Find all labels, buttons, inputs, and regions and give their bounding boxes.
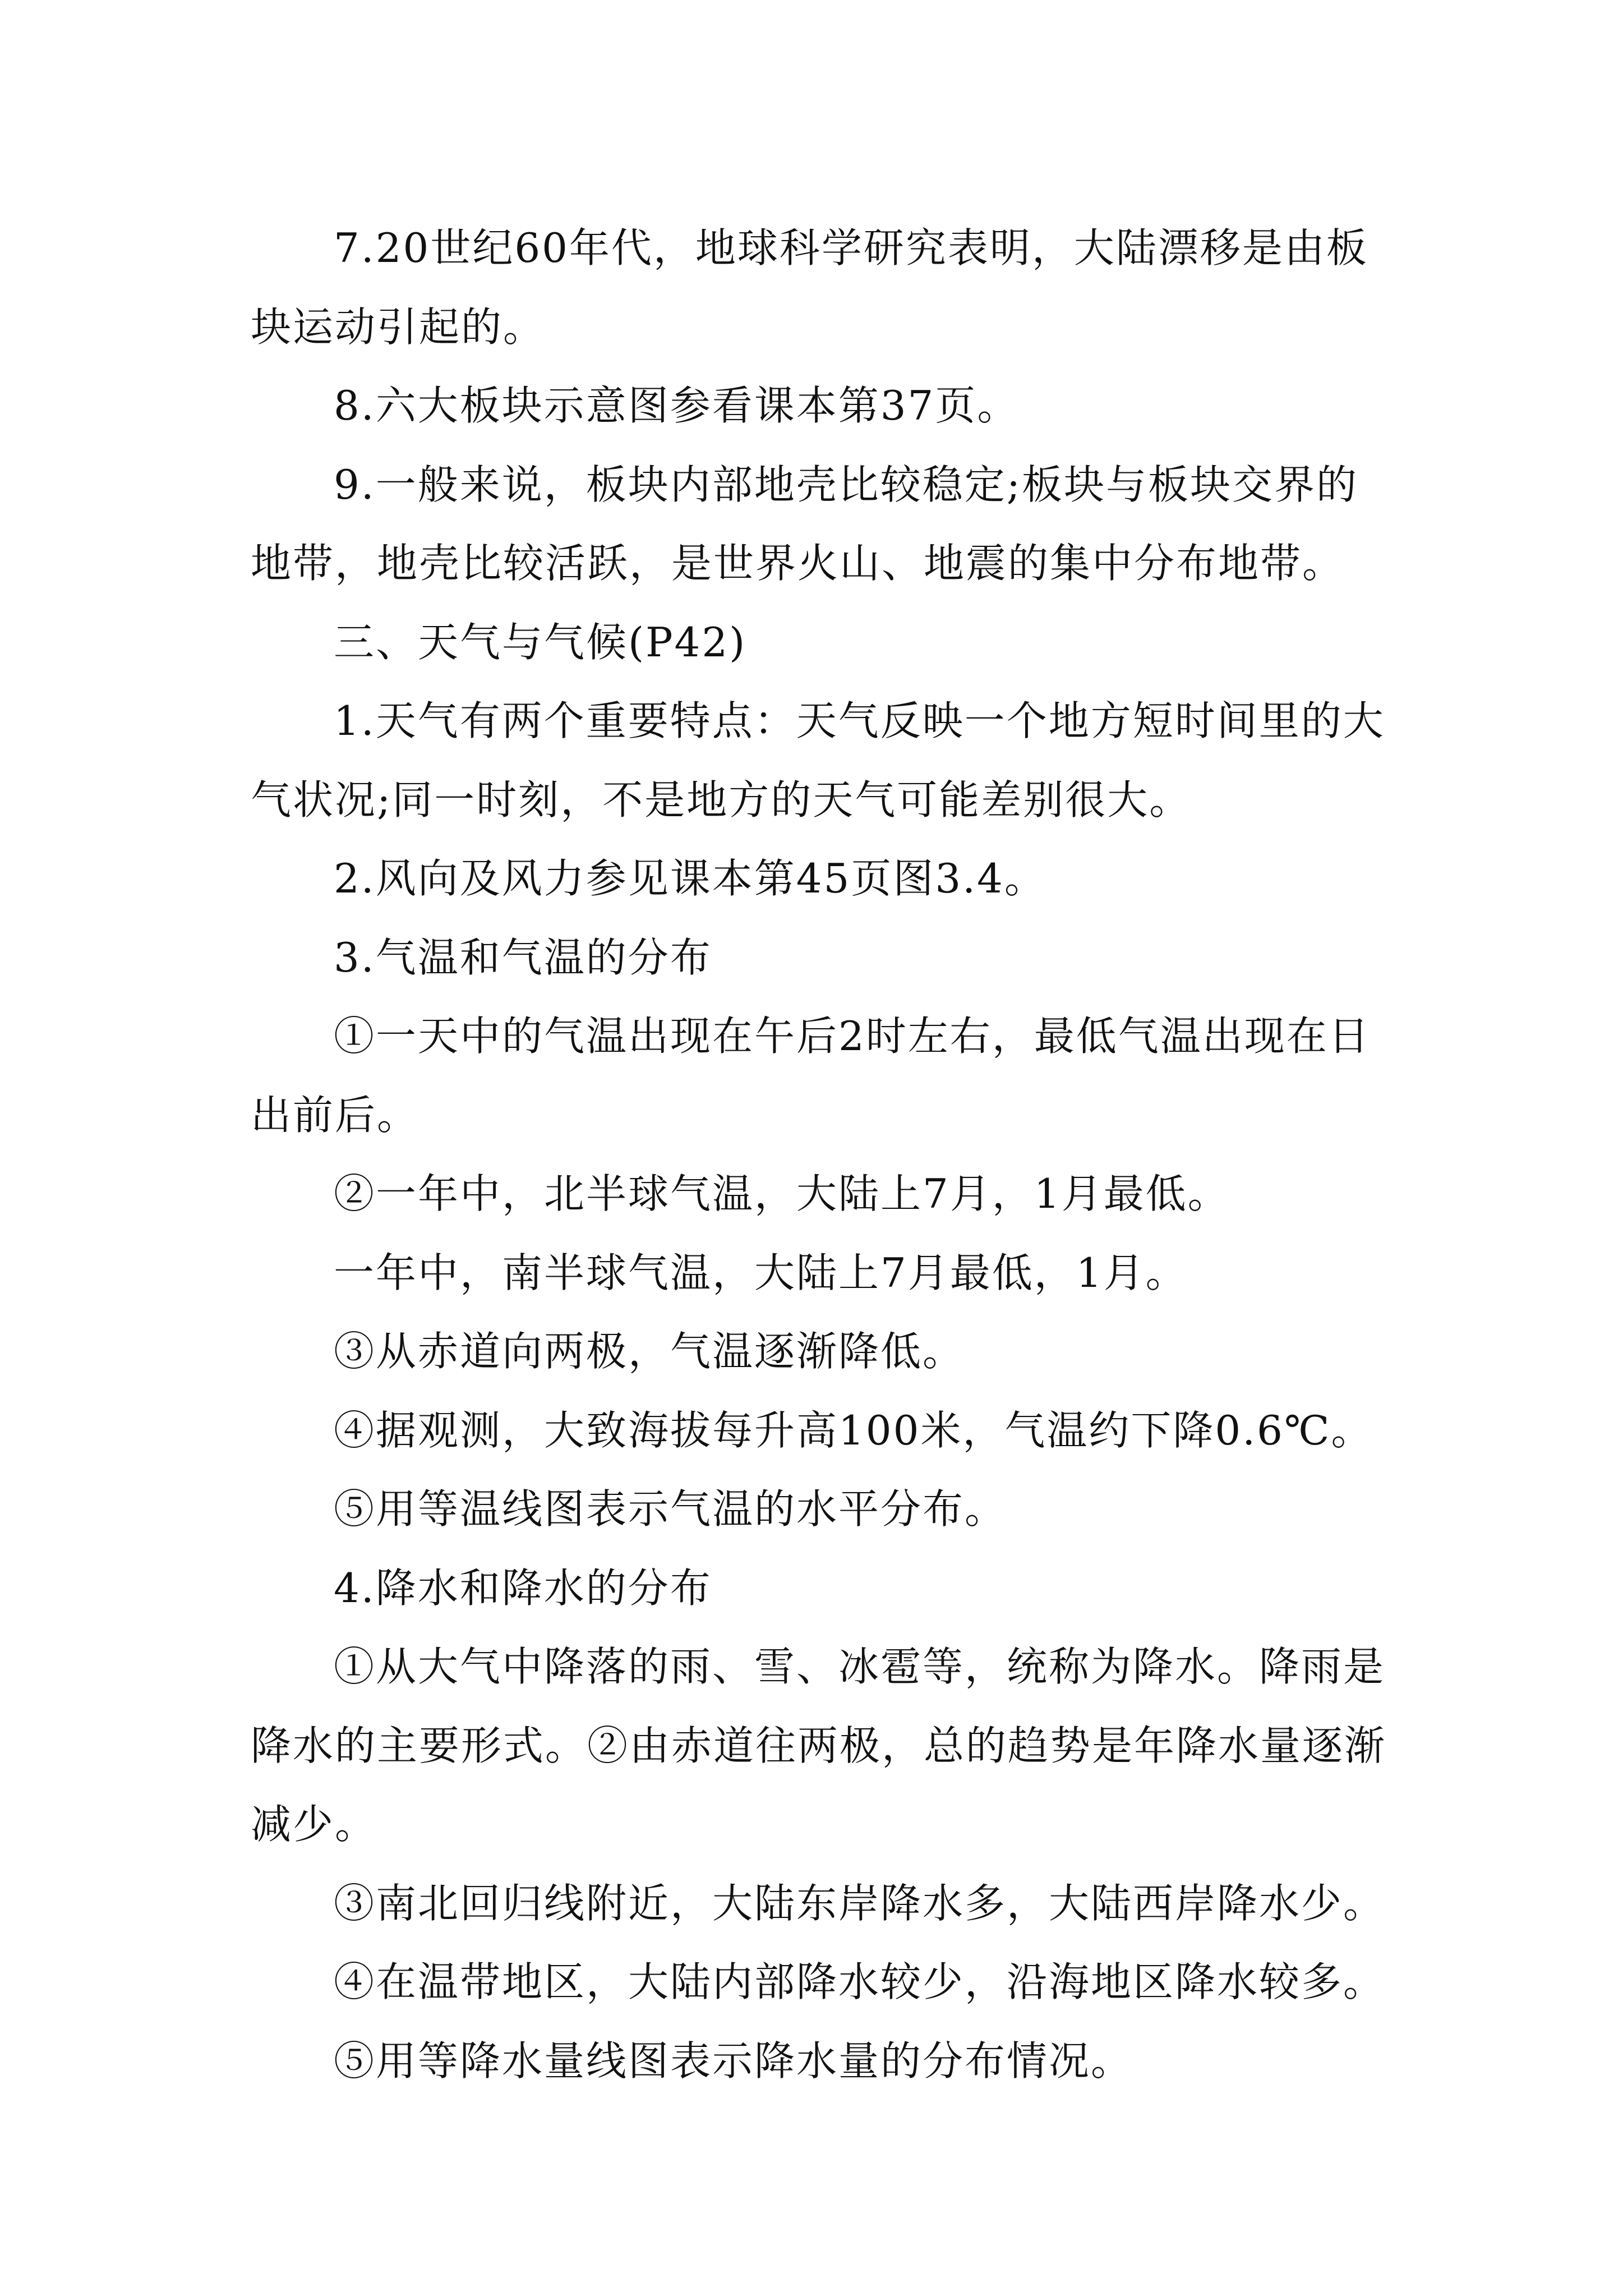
paragraph-item-7: 7.20世纪60年代，地球科学研究表明，大陆漂移是由板块运动引起的。 bbox=[251, 224, 1368, 351]
paragraph-item-8: 8.六大板块示意图参看课本第37页。 bbox=[334, 382, 1020, 429]
temperature-point-1: ①一天中的气温出现在午后2时左右，最低气温出现在日出前后。 bbox=[251, 1013, 1371, 1139]
temperature-point-2-south: 一年中，南半球气温，大陆上7月最低，1月。 bbox=[334, 1249, 1188, 1296]
temperature-point-3: ③从赤道向两极，气温逐渐降低。 bbox=[334, 1328, 965, 1375]
precipitation-point-4: ④在温带地区，大陆内部降水较少，沿海地区降水较多。 bbox=[334, 1958, 1386, 2005]
precipitation-point-1-2: ①从大气中降落的雨、雪、冰雹等，统称为降水。降雨是降水的主要形式。②由赤道往两极，总的趋势是年降水量逐渐减少。 bbox=[251, 1643, 1387, 1848]
paragraph-weather-features: 1.天气有两个重要特点：天气反映一个地方短时间里的大气状况;同一时刻，不是地方的天气可能差别很大。 bbox=[251, 697, 1385, 823]
document-body bbox=[251, 209, 1389, 2100]
temperature-point-2: ②一年中，北半球气温，大陆上7月，1月最低。 bbox=[334, 1170, 1230, 1217]
precipitation-point-3: ③南北回归线附近，大陆东岸降水多，大陆西岸降水少。 bbox=[334, 1879, 1386, 1927]
paragraph-wind: 2.风向及风力参见课本第45页图3.4。 bbox=[334, 855, 1046, 902]
paragraph-item-9: 9.一般来说，板块内部地壳比较稳定;板块与板块交界的地带，地壳比较活跃，是世界火山、地震的集中分布地带。 bbox=[251, 461, 1358, 587]
temperature-point-5: ⑤用等温线图表示气温的水平分布。 bbox=[334, 1485, 1007, 1533]
section-heading-weather-climate: 三、天气与气候(P42) bbox=[334, 618, 747, 666]
precipitation-point-5: ⑤用等降水量线图表示降水量的分布情况。 bbox=[334, 2037, 1133, 2085]
subheading-precipitation: 4.降水和降水的分布 bbox=[334, 1564, 712, 1612]
subheading-temperature: 3.气温和气温的分布 bbox=[334, 933, 712, 981]
temperature-point-4: ④据观测，大致海拔每升高100米，气温约下降0.6℃。 bbox=[334, 1406, 1373, 1454]
